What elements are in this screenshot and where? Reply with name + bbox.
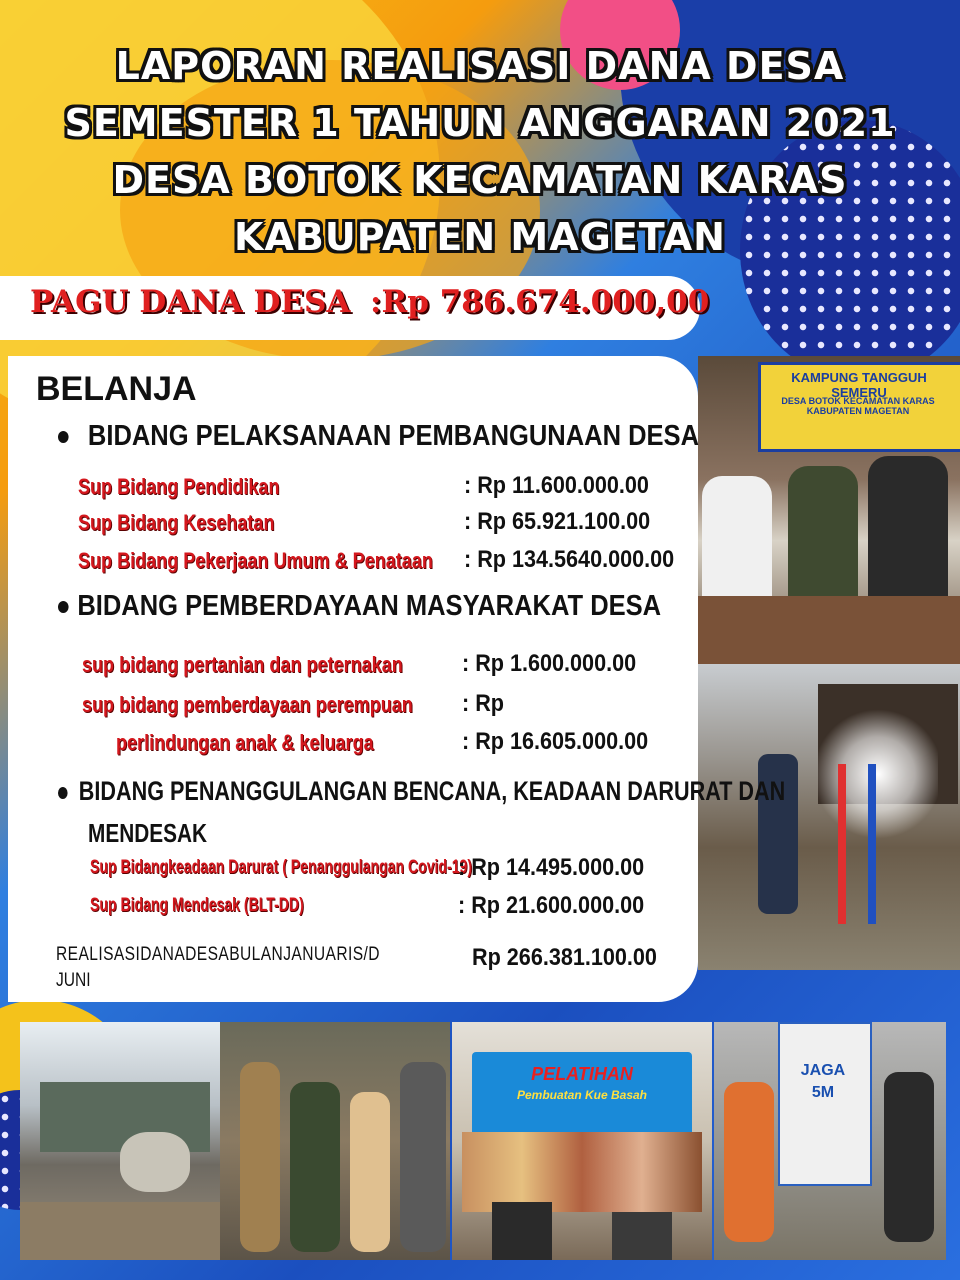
photo-banner-sub: DESA BOTOK KECAMATAN KARAS KABUPATEN MAGETAN (781, 396, 935, 416)
section2-item-1-value: : Rp 1.600.000.00 (462, 650, 637, 677)
section2-item-1-label: sup bidang pertanian dan peternakan (82, 652, 403, 677)
section1-item-2-label: Sup Bidang Kesehatan (78, 510, 275, 535)
section3-item-2-value: : Rp 21.600.000.00 (458, 892, 645, 919)
section1-item-2-value: : Rp 65.921.100.00 (464, 508, 651, 535)
section1-item-3-value: : Rp 134.5640.000.00 (464, 546, 675, 573)
bullet-icon (58, 601, 69, 613)
section1-item-1-value: : Rp 11.600.000.00 (464, 472, 649, 499)
photo-pelatihan-title: PELATIHAN (531, 1064, 633, 1084)
photo-covid-team (698, 356, 960, 664)
section2-item-3-label: perlindungan anak & keluarga (116, 730, 374, 755)
title-line-1: LAPORAN REALISASI DANA DESA (115, 44, 845, 88)
pagu-amount: :Rp 786.674.000,00 (370, 284, 710, 320)
photo-disinfection (698, 664, 960, 970)
bullet-icon (58, 787, 68, 799)
realisasi-label-line1: REALISASIDANADESABULANJANUARIS/D (56, 944, 380, 965)
realisasi-label-line2: JUNI (56, 970, 91, 991)
section3-item-1-value: : Rp 14.495.000.00 (458, 854, 645, 881)
section2-item-2-value: : Rp (462, 690, 504, 717)
photo-5m-text: 5M (811, 1084, 835, 1101)
section2-item-3-value: : Rp 16.605.000.00 (462, 728, 649, 755)
section2-title: BIDANG PEMBERDAYAAN MASYARAKAT DESA (58, 590, 661, 623)
photo-pelatihan-sub: Pembuatan Kue Basah (516, 1088, 648, 1102)
section2-item-2-label: sup bidang pemberdayaan perempuan (82, 692, 413, 717)
belanja-title: BELANJA (36, 370, 197, 408)
section3-item-2-label: Sup Bidang Mendesak (BLT-DD) (90, 895, 304, 916)
section1-item-3-label: Sup Bidang Pekerjaan Umum & Penataan (78, 548, 433, 573)
section3-title: BIDANG PENANGGULANGAN BENCANA, KEADAAN DARURAT DAN (58, 776, 785, 807)
photo-training (452, 1022, 712, 1260)
title-line-2: SEMESTER 1 TAHUN ANGGARAN 2021 (64, 101, 896, 145)
section3-item-1-label: Sup Bidangkeadaan Darurat ( Penanggulangan Covid-19) (90, 857, 473, 878)
pagu-label: PAGU DANA DESA (30, 284, 351, 320)
realisasi-value: Rp 266.381.100.00 (472, 944, 657, 971)
page-title (0, 38, 960, 266)
section1-item-1-label: Sup Bidang Pendidikan (78, 474, 280, 499)
bullet-icon (58, 431, 69, 443)
photo-aid-distribution (220, 1022, 450, 1260)
photo-jaga-text: JAGA (800, 1062, 846, 1079)
photo-banner-title: KAMPUNG TANGGUH SEMERU (791, 370, 927, 400)
title-line-4: KABUPATEN MAGETAN (234, 215, 726, 259)
photo-mosque-cleaning (714, 1022, 946, 1260)
section1-title: BIDANG PELAKSANAAN PEMBANGUNAAN DESA (58, 420, 699, 453)
title-line-3: DESA BOTOK KECAMATAN KARAS (112, 158, 848, 202)
section3-title-2: MENDESAK (88, 818, 208, 848)
photo-construction (20, 1022, 220, 1260)
